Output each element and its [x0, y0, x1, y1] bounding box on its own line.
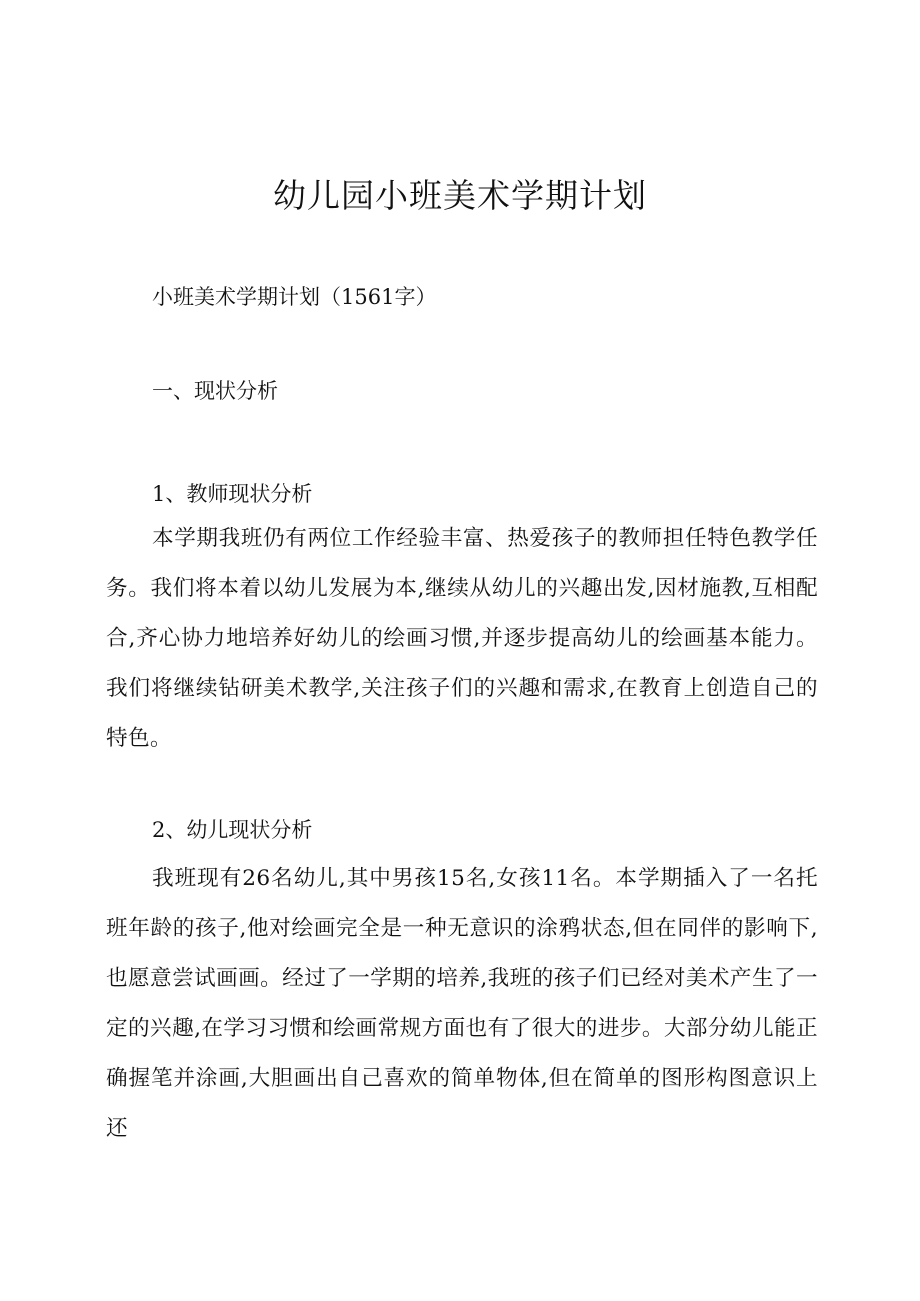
paragraph-teacher-analysis: 本学期我班仍有两位工作经验丰富、热爱孩子的教师担任特色教学任务。我们将本着以幼儿发展为本,继续从幼儿的兴趣出发,因材施教,互相配合,齐心协力地培养好幼儿的绘画习惯,并逐步提高幼儿的绘画基本能力。我们将继续钻研美术教学,关注孩子们的兴趣和需求,在教育上创造自己的特色。 [106, 526, 818, 751]
subheading-children-analysis: 2、幼儿现状分析 [152, 818, 313, 842]
subheading-teacher-analysis: 1、教师现状分析 [152, 482, 313, 506]
document-title: 幼儿园小班美术学期计划 [273, 176, 647, 215]
section-heading-status-analysis: 一、现状分析 [152, 379, 278, 403]
paragraph-children-analysis: 我班现有26名幼儿,其中男孩15名,女孩11名。本学期插入了一名托班年龄的孩子,他对绘画完全是一种无意识的涂鸦状态,但在同伴的影响下,也愿意尝试画画。经过了一学期的培养,我班的孩子们已经对美术产生了一定的兴趣,在学习习惯和绘画常规方面也有了很大的进步。大部分幼儿能正确握笔并涂画,大胆画出自己喜欢的简单物体,但在简单的图形构图意识上还 [106, 866, 818, 1141]
document-subtitle: 小班美术学期计划（1561字） [152, 285, 437, 309]
